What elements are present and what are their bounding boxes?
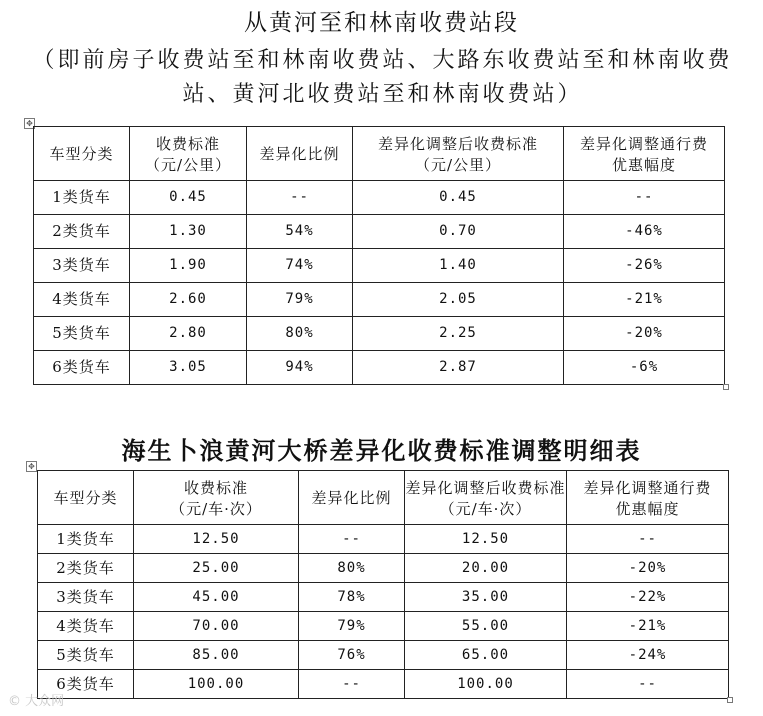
table-cell: 12.50 xyxy=(134,525,299,554)
vehicle-class-cell: 5类货车 xyxy=(38,641,134,670)
table-cell: 79% xyxy=(247,283,353,317)
table-cell: -20% xyxy=(567,554,729,583)
vehicle-class-cell: 4类货车 xyxy=(38,612,134,641)
table-header-row xyxy=(34,127,725,181)
table-cell: 80% xyxy=(299,554,405,583)
section1-subtitle: （即前房子收费站至和林南收费站、大路东收费站至和林南收费站、黄河北收费站至和林南收费站） xyxy=(32,48,733,107)
column-header: 差异化调整通行费 优惠幅度 xyxy=(567,471,729,525)
table-cell: 25.00 xyxy=(134,554,299,583)
table-cell: -- xyxy=(247,181,353,215)
table-cell: -24% xyxy=(567,641,729,670)
column-header: 差异化调整后收费标准 （元/公里） xyxy=(353,127,564,181)
table-row xyxy=(34,181,725,215)
table-cell: 55.00 xyxy=(405,612,567,641)
table-row xyxy=(34,249,725,283)
vehicle-class-cell: 6类货车 xyxy=(38,670,134,699)
table-cell: 2.05 xyxy=(353,283,564,317)
table-end-marker xyxy=(727,697,733,703)
table-cell: 0.70 xyxy=(353,215,564,249)
table-row xyxy=(38,583,729,612)
table-cell: -- xyxy=(564,181,725,215)
fee-table-section1 xyxy=(33,126,725,385)
watermark-text: © 大众网 xyxy=(8,694,65,709)
table-cell: 79% xyxy=(299,612,405,641)
table-cell: 45.00 xyxy=(134,583,299,612)
column-header: 差异化比例 xyxy=(247,127,353,181)
table-row xyxy=(38,554,729,583)
column-header: 车型分类 xyxy=(38,471,134,525)
table-move-handle-icon[interactable]: ✥ xyxy=(24,118,35,129)
table-cell: 65.00 xyxy=(405,641,567,670)
table-cell: -22% xyxy=(567,583,729,612)
column-header: 收费标准 （元/公里） xyxy=(130,127,247,181)
table-cell: -20% xyxy=(564,317,725,351)
table-cell: 70.00 xyxy=(134,612,299,641)
table-row xyxy=(38,670,729,699)
table-cell: -46% xyxy=(564,215,725,249)
section2-title: 海生卜浪黄河大桥差异化收费标准调整明细表 xyxy=(121,437,642,465)
table-cell: 2.25 xyxy=(353,317,564,351)
table-cell: 80% xyxy=(247,317,353,351)
vehicle-class-cell: 2类货车 xyxy=(34,215,130,249)
table-row xyxy=(34,351,725,385)
table-cell: 100.00 xyxy=(405,670,567,699)
table-cell: 2.60 xyxy=(130,283,247,317)
table-cell: 2.80 xyxy=(130,317,247,351)
table-row xyxy=(38,641,729,670)
column-header: 差异化调整通行费 优惠幅度 xyxy=(564,127,725,181)
table-cell: -- xyxy=(567,670,729,699)
table-cell: 1.30 xyxy=(130,215,247,249)
vehicle-class-cell: 3类货车 xyxy=(38,583,134,612)
table-cell: 2.87 xyxy=(353,351,564,385)
vehicle-class-cell: 6类货车 xyxy=(34,351,130,385)
table-row xyxy=(38,612,729,641)
vehicle-class-cell: 4类货车 xyxy=(34,283,130,317)
table-cell: -- xyxy=(299,670,405,699)
column-header: 收费标准 （元/车·次） xyxy=(134,471,299,525)
table-cell: 12.50 xyxy=(405,525,567,554)
table-cell: 78% xyxy=(299,583,405,612)
table-cell: -6% xyxy=(564,351,725,385)
table-cell: 3.05 xyxy=(130,351,247,385)
table-cell: 85.00 xyxy=(134,641,299,670)
table-header-row xyxy=(38,471,729,525)
column-header: 车型分类 xyxy=(34,127,130,181)
table-cell: -- xyxy=(567,525,729,554)
table-cell: -21% xyxy=(567,612,729,641)
table-end-marker xyxy=(723,384,729,390)
table-cell: 0.45 xyxy=(353,181,564,215)
table-cell: 35.00 xyxy=(405,583,567,612)
vehicle-class-cell: 3类货车 xyxy=(34,249,130,283)
table-cell: 0.45 xyxy=(130,181,247,215)
vehicle-class-cell: 1类货车 xyxy=(38,525,134,554)
column-header: 差异化比例 xyxy=(299,471,405,525)
table-move-handle-icon[interactable]: ✥ xyxy=(26,461,37,472)
table-row xyxy=(34,317,725,351)
table-cell: -- xyxy=(299,525,405,554)
table-cell: 1.40 xyxy=(353,249,564,283)
table-cell: 94% xyxy=(247,351,353,385)
table-row xyxy=(34,215,725,249)
vehicle-class-cell: 2类货车 xyxy=(38,554,134,583)
table-cell: 54% xyxy=(247,215,353,249)
table-cell: 76% xyxy=(299,641,405,670)
table-row xyxy=(34,283,725,317)
table-cell: 100.00 xyxy=(134,670,299,699)
vehicle-class-cell: 5类货车 xyxy=(34,317,130,351)
column-header: 差异化调整后收费标准 （元/车·次） xyxy=(405,471,567,525)
section1-title: 从黄河至和林南收费站段 xyxy=(244,10,519,36)
vehicle-class-cell: 1类货车 xyxy=(34,181,130,215)
table-cell: 20.00 xyxy=(405,554,567,583)
fee-table-section2 xyxy=(37,470,729,699)
table-cell: 1.90 xyxy=(130,249,247,283)
table-cell: 74% xyxy=(247,249,353,283)
table-row xyxy=(38,525,729,554)
table-cell: -26% xyxy=(564,249,725,283)
table-cell: -21% xyxy=(564,283,725,317)
